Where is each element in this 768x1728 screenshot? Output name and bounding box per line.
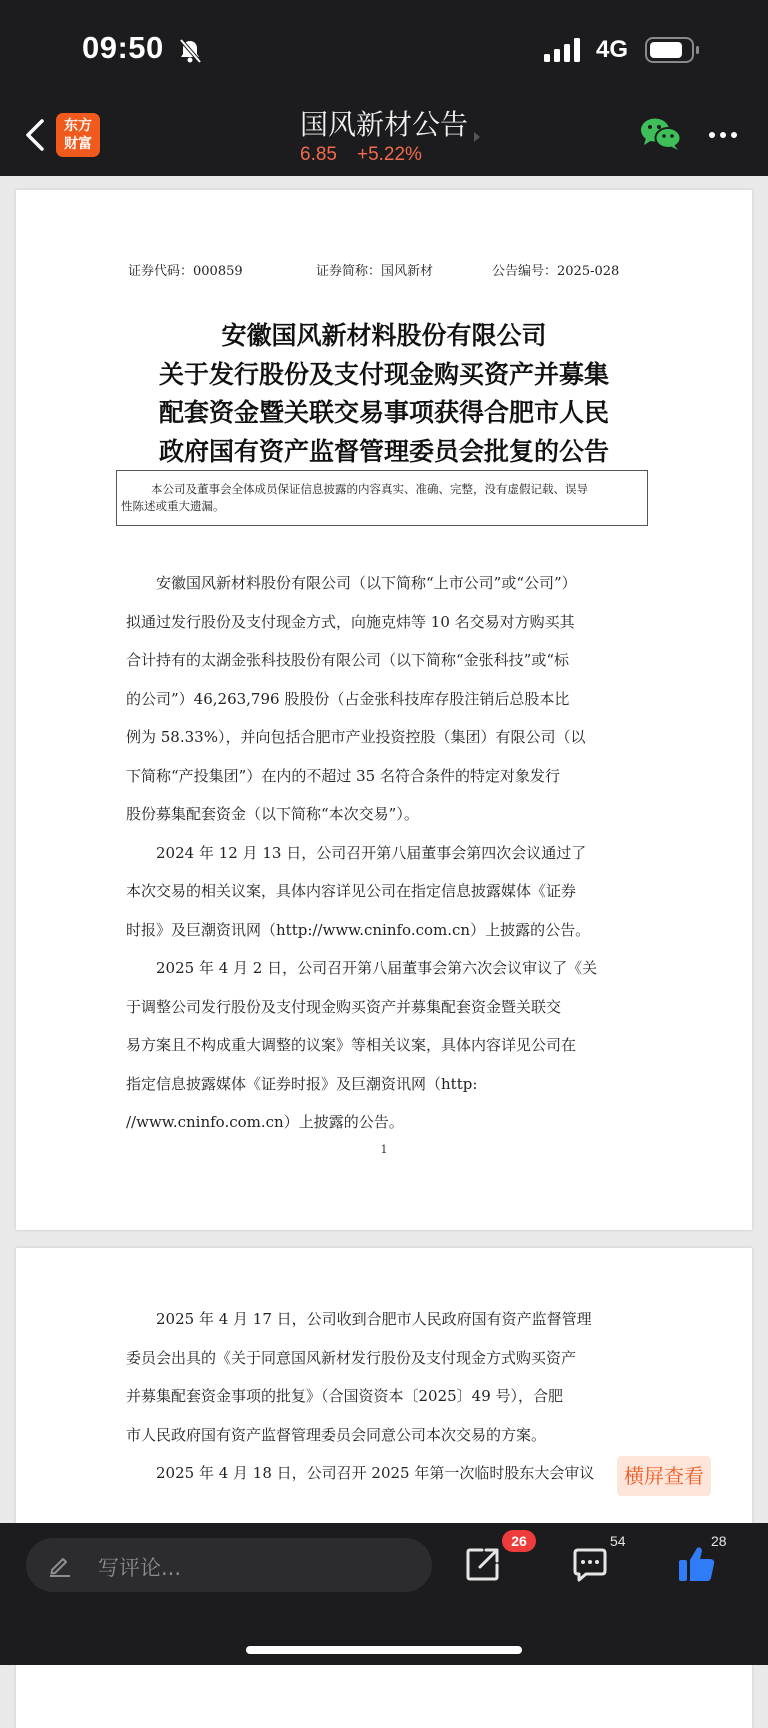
bottom-bar: [0, 1523, 768, 1665]
comment-placeholder: 写评论...: [98, 1556, 182, 1580]
network-type: 4G: [596, 36, 629, 63]
body-line: 安徽国风新材料股份有限公司（以下简称“上市公司”或“公司”）: [126, 574, 577, 592]
logo-line1: 东方: [64, 118, 92, 134]
body-line: 易方案且不构成重大调整的议案》等相关议案，具体内容详见公司在: [126, 1036, 577, 1054]
body-line: 2025 年 4 月 2 日，公司召开第八届董事会第六次会议审议了《关: [126, 959, 598, 977]
bell-slash-icon: [178, 38, 202, 64]
body-line: 2025 年 4 月 18 日，公司召开 2025 年第一次临时股东大会审议: [126, 1464, 595, 1482]
like-count: 28: [711, 1533, 727, 1549]
disclaimer-line: 本公司及董事会全体成员保证信息披露的内容真实、准确、完整，没有虚假记载、误导: [151, 482, 588, 496]
share-badge: 26: [502, 1530, 536, 1552]
security-code: 证券代码：000859: [128, 264, 243, 279]
title-line: 关于发行股份及支付现金购买资产并募集: [158, 359, 609, 389]
announcement-number: 公告编号：2025-028: [492, 264, 620, 279]
logo-line2: 财富: [64, 136, 92, 152]
body-line: 股份募集配套资金（以下简称“本次交易”）。: [126, 805, 419, 823]
thumbs-up-icon[interactable]: [678, 1545, 716, 1583]
title-line: 配套资金暨关联交易事项获得合肥市人民: [158, 398, 609, 427]
share-icon[interactable]: [466, 1547, 500, 1581]
page-number: 1: [380, 1143, 388, 1156]
body-line: 时报》及巨潮资讯网（http://www.cninfo.com.cn）上披露的公告。: [126, 920, 591, 939]
body-line: 下简称“产投集团”）在内的不超过 35 名符合条件的特定对象发行: [126, 766, 560, 785]
body-line: //www.cninfo.com.cn）上披露的公告。: [126, 1113, 404, 1131]
landscape-view-button[interactable]: 横屏查看: [617, 1456, 711, 1496]
body-line: 市人民政府国有资产监督管理委员会同意公司本次交易的方案。: [126, 1425, 547, 1444]
body-line: 指定信息披露媒体《证券时报》及巨潮资讯网（http:: [126, 1074, 478, 1093]
top-bar: [0, 0, 768, 176]
comment-icon[interactable]: [572, 1547, 608, 1583]
body-line: 合计持有的太湖金张科技股份有限公司（以下简称“金张科技”或“标: [126, 651, 570, 669]
body-line: 本次交易的相关议案，具体内容详见公司在指定信息披露媒体《证券: [126, 882, 577, 900]
body-line: 的公司”）46,263,796 股股份（占金张科技库存股注销后总股本比: [126, 689, 570, 708]
signal-icon: [544, 38, 584, 62]
status-time: 09:50: [82, 30, 164, 65]
body-line: 委员会出具的《关于同意国风新材发行股份及支付现金方式购买资产: [126, 1348, 577, 1367]
title-line: 政府国有资产监督管理委员会批复的公告: [158, 436, 609, 466]
title-line: 安徽国风新材料股份有限公司: [221, 321, 547, 350]
stock-price: 6.85: [300, 144, 337, 165]
security-name: 证券简称：国风新材: [316, 264, 434, 279]
document-body: [126, 1300, 656, 1493]
document-title: [16, 317, 752, 471]
page-title: 国风新材公告: [299, 108, 468, 141]
body-line: 拟通过发行股份及支付现金方式，向施克炜等 10 名交易对方购买其: [126, 612, 575, 631]
body-line: 并募集配套资金事项的批复》（合国资资本〔2025〕49 号），合肥: [126, 1387, 564, 1405]
document-body: [126, 564, 656, 1142]
caret-right-icon: [472, 130, 482, 144]
disclaimer-box: [116, 470, 648, 526]
disclaimer-line: 性陈述或重大遗漏。: [121, 499, 225, 513]
body-line: 于调整公司发行股份及支付现金购买资产并募集配套资金暨关联交: [126, 997, 562, 1016]
battery-icon: [645, 37, 701, 63]
wechat-icon[interactable]: [640, 117, 682, 151]
stock-change: +5.22%: [356, 144, 422, 165]
body-line: 2025 年 4 月 17 日，公司收到合肥市人民政府国有资产监督管理: [126, 1310, 592, 1328]
announcement-meta: [128, 260, 658, 280]
pencil-icon: [48, 1553, 72, 1577]
home-indicator: [246, 1646, 522, 1654]
comment-count: 54: [610, 1533, 626, 1549]
body-line: 2024 年 12 月 13 日，公司召开第八届董事会第四次会议通过了: [126, 843, 587, 862]
comment-input[interactable]: [26, 1538, 432, 1592]
more-icon[interactable]: [708, 131, 738, 139]
document-page-1: [16, 190, 752, 1230]
stock-quote[interactable]: [300, 144, 422, 166]
body-line: 例为 58.33%），并向包括合肥市产业投资控股（集团）有限公司（以: [126, 728, 586, 746]
